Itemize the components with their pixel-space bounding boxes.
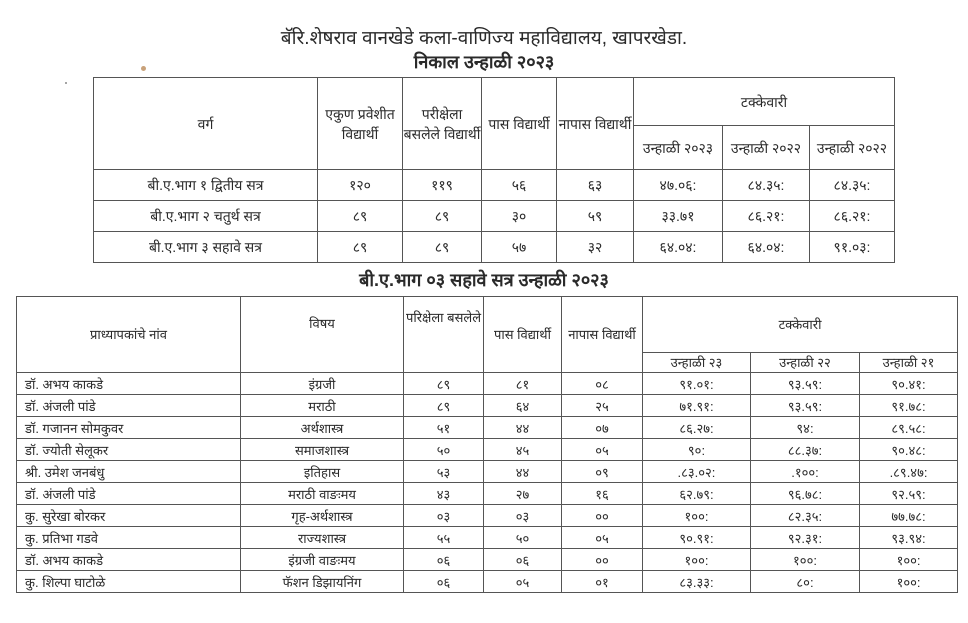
table-row: [17, 373, 958, 395]
paper-speck: [65, 82, 67, 84]
cell-p2: ९४:: [751, 417, 860, 439]
college-name: बॅरि.शेषराव वानखेडे कला-वाणिज्य महाविद्यालय, खापरखेडा.: [280, 28, 688, 49]
cell-failed: २५: [562, 395, 643, 417]
header-appeared: परीक्षेला बसलेले विद्यार्थी: [403, 78, 482, 170]
table-row: [17, 417, 958, 439]
header-year-21: उन्हाळी २१: [860, 353, 958, 373]
cell-name: कु. सुरेखा बोरकर: [17, 505, 241, 527]
cell-passed: ५०: [484, 527, 562, 549]
cell-appeared: ८९: [404, 395, 484, 417]
section-title: बी.ए.भाग ०३ सहावे सत्र उन्हाळी २०२३: [359, 270, 609, 290]
table-row: [94, 170, 895, 201]
cell-subject: गृह-अर्थशास्त्र: [241, 505, 404, 527]
header-failed: नापास विद्यार्थी: [562, 297, 643, 373]
header-year-22: उन्हाळी २२: [751, 353, 860, 373]
cell-passed: ०६: [484, 549, 562, 571]
cell-name: श्री. उमेश जनबंधु: [17, 461, 241, 483]
cell-subject: मराठी: [241, 395, 404, 417]
table-row: [17, 527, 958, 549]
cell-p1: ९१.०१:: [643, 373, 751, 395]
table-row: [94, 232, 895, 263]
cell-failed: ३२: [557, 232, 634, 263]
cell-p1: ८६.२७:: [643, 417, 751, 439]
cell-name: डॉ. ज्योती सेलूकर: [17, 439, 241, 461]
cell-p1: ७१.९१:: [643, 395, 751, 417]
cell-subject: राज्यशास्त्र: [241, 527, 404, 549]
cell-appeared: ४३: [404, 483, 484, 505]
professor-result-table: [16, 296, 958, 593]
cell-p1: १००:: [643, 549, 751, 571]
cell-p1: ९०:: [643, 439, 751, 461]
cell-failed: १६: [562, 483, 643, 505]
cell-p2: .१००:: [751, 461, 860, 483]
cell-class: बी.ए.भाग ३ सहावे सत्र: [94, 232, 318, 263]
header-subject: विषय: [241, 297, 404, 373]
cell-name: कु. शिल्पा घाटोळे: [17, 571, 241, 593]
header-enrolled: एकुण प्रवेशीत विद्यार्थी: [318, 78, 403, 170]
header-year-2: उन्हाळी २०२२: [723, 126, 810, 170]
summary-result-table: [93, 77, 895, 263]
cell-subject: इंग्रजी वाङःमय: [241, 549, 404, 571]
table-row: [17, 439, 958, 461]
cell-failed: ००: [562, 505, 643, 527]
cell-name: कु. प्रतिभा गडवे: [17, 527, 241, 549]
cell-passed: ०३: [484, 505, 562, 527]
cell-failed: ०८: [562, 373, 643, 395]
cell-passed: ६४: [484, 395, 562, 417]
cell-appeared: ५१: [404, 417, 484, 439]
cell-p2: ९६.७८:: [751, 483, 860, 505]
cell-passed: ४४: [484, 461, 562, 483]
table-row: [94, 201, 895, 232]
cell-p2: ९२.३१:: [751, 527, 860, 549]
table-row: [17, 395, 958, 417]
cell-appeared: ०६: [404, 549, 484, 571]
header-appeared: परिक्षेला बसलेले: [404, 297, 484, 373]
cell-subject: अर्थशास्त्र: [241, 417, 404, 439]
cell-p3: १००:: [860, 571, 958, 593]
cell-name: डॉ. अंजली पांडे: [17, 483, 241, 505]
cell-p3: ९१.०३:: [810, 232, 895, 263]
cell-p2: ८४.३५:: [723, 170, 810, 201]
cell-name: डॉ. अंजली पांडे: [17, 395, 241, 417]
header-professor: प्राध्यापकांचे नांव: [17, 297, 241, 373]
cell-p2: ८६.२१:: [723, 201, 810, 232]
cell-enrolled: ८९: [318, 232, 403, 263]
cell-p3: ९३.९४:: [860, 527, 958, 549]
cell-p1: ६२.७९:: [643, 483, 751, 505]
cell-p1: .८३.०२:: [643, 461, 751, 483]
cell-p2: १००:: [751, 549, 860, 571]
cell-p1: १००:: [643, 505, 751, 527]
cell-failed: ५९: [557, 201, 634, 232]
header-passed: पास विद्यार्थी: [482, 78, 557, 170]
cell-p2: ८८.३७:: [751, 439, 860, 461]
cell-p1: ८३.३३:: [643, 571, 751, 593]
cell-p3: ९०.४८:: [860, 439, 958, 461]
cell-failed: ०१: [562, 571, 643, 593]
cell-p1: ४७.०६:: [634, 170, 723, 201]
cell-failed: ००: [562, 549, 643, 571]
header-class: वर्ग: [94, 78, 318, 170]
table-row: [17, 549, 958, 571]
header-year-3: उन्हाळी २०२२: [810, 126, 895, 170]
cell-name: डॉ. गजानन सोमकुवर: [17, 417, 241, 439]
table-row: [17, 571, 958, 593]
cell-passed: ५६: [482, 170, 557, 201]
table-row: [17, 505, 958, 527]
cell-failed: ६३: [557, 170, 634, 201]
cell-passed: ८१: [484, 373, 562, 395]
cell-p3: ७७.७८:: [860, 505, 958, 527]
cell-p3: ८९.५८:: [860, 417, 958, 439]
cell-p1: ३३.७१: [634, 201, 723, 232]
cell-subject: इतिहास: [241, 461, 404, 483]
cell-appeared: ८९: [403, 201, 482, 232]
cell-p2: ९३.५९:: [751, 395, 860, 417]
cell-appeared: ५०: [404, 439, 484, 461]
cell-failed: ०५: [562, 527, 643, 549]
header-year-1: उन्हाळी २०२३: [634, 126, 723, 170]
cell-p3: १००:: [860, 549, 958, 571]
cell-p3: ८६.२१:: [810, 201, 895, 232]
cell-class: बी.ए.भाग १ द्वितीय सत्र: [94, 170, 318, 201]
table-row: [17, 483, 958, 505]
cell-subject: इंग्रजी: [241, 373, 404, 395]
cell-appeared: ५३: [404, 461, 484, 483]
cell-appeared: ८९: [403, 232, 482, 263]
cell-p3: ९१.७८:: [860, 395, 958, 417]
cell-appeared: ११९: [403, 170, 482, 201]
header-failed: नापास विद्यार्थी: [557, 78, 634, 170]
cell-p3: ९२.५९:: [860, 483, 958, 505]
cell-appeared: ०३: [404, 505, 484, 527]
cell-passed: ४४: [484, 417, 562, 439]
header-percentage: टक्केवारी: [634, 78, 895, 126]
cell-failed: ०५: [562, 439, 643, 461]
cell-enrolled: ८९: [318, 201, 403, 232]
cell-subject: मराठी वाङःमय: [241, 483, 404, 505]
cell-passed: ३०: [482, 201, 557, 232]
header-percentage: टक्केवारी: [643, 297, 958, 353]
cell-appeared: ०६: [404, 571, 484, 593]
table-row: [17, 461, 958, 483]
cell-appeared: ५५: [404, 527, 484, 549]
cell-enrolled: १२०: [318, 170, 403, 201]
cell-p1: ६४.०४:: [634, 232, 723, 263]
cell-p2: ६४.०४:: [723, 232, 810, 263]
cell-name: डॉ. अभय काकडे: [17, 549, 241, 571]
cell-class: बी.ए.भाग २ चतुर्थ सत्र: [94, 201, 318, 232]
cell-passed: ०५: [484, 571, 562, 593]
cell-p2: ८०:: [751, 571, 860, 593]
cell-p3: ९०.४१:: [860, 373, 958, 395]
cell-p3: ८४.३५:: [810, 170, 895, 201]
result-title: निकाल उन्हाळी २०२३: [413, 52, 555, 72]
cell-p1: ९०.९१:: [643, 527, 751, 549]
cell-p2: ८२.३५:: [751, 505, 860, 527]
cell-p2: ९३.५९:: [751, 373, 860, 395]
header-passed: पास विद्यार्थी: [484, 297, 562, 373]
cell-appeared: ८९: [404, 373, 484, 395]
cell-subject: समाजशास्त्र: [241, 439, 404, 461]
cell-passed: ४५: [484, 439, 562, 461]
cell-passed: २७: [484, 483, 562, 505]
cell-name: डॉ. अभय काकडे: [17, 373, 241, 395]
cell-p3: .८९.४७:: [860, 461, 958, 483]
cell-passed: ५७: [482, 232, 557, 263]
cell-failed: ०७: [562, 417, 643, 439]
header-year-23: उन्हाळी २३: [643, 353, 751, 373]
cell-subject: फॅशन डिझायनिंग: [241, 571, 404, 593]
cell-failed: ०९: [562, 461, 643, 483]
